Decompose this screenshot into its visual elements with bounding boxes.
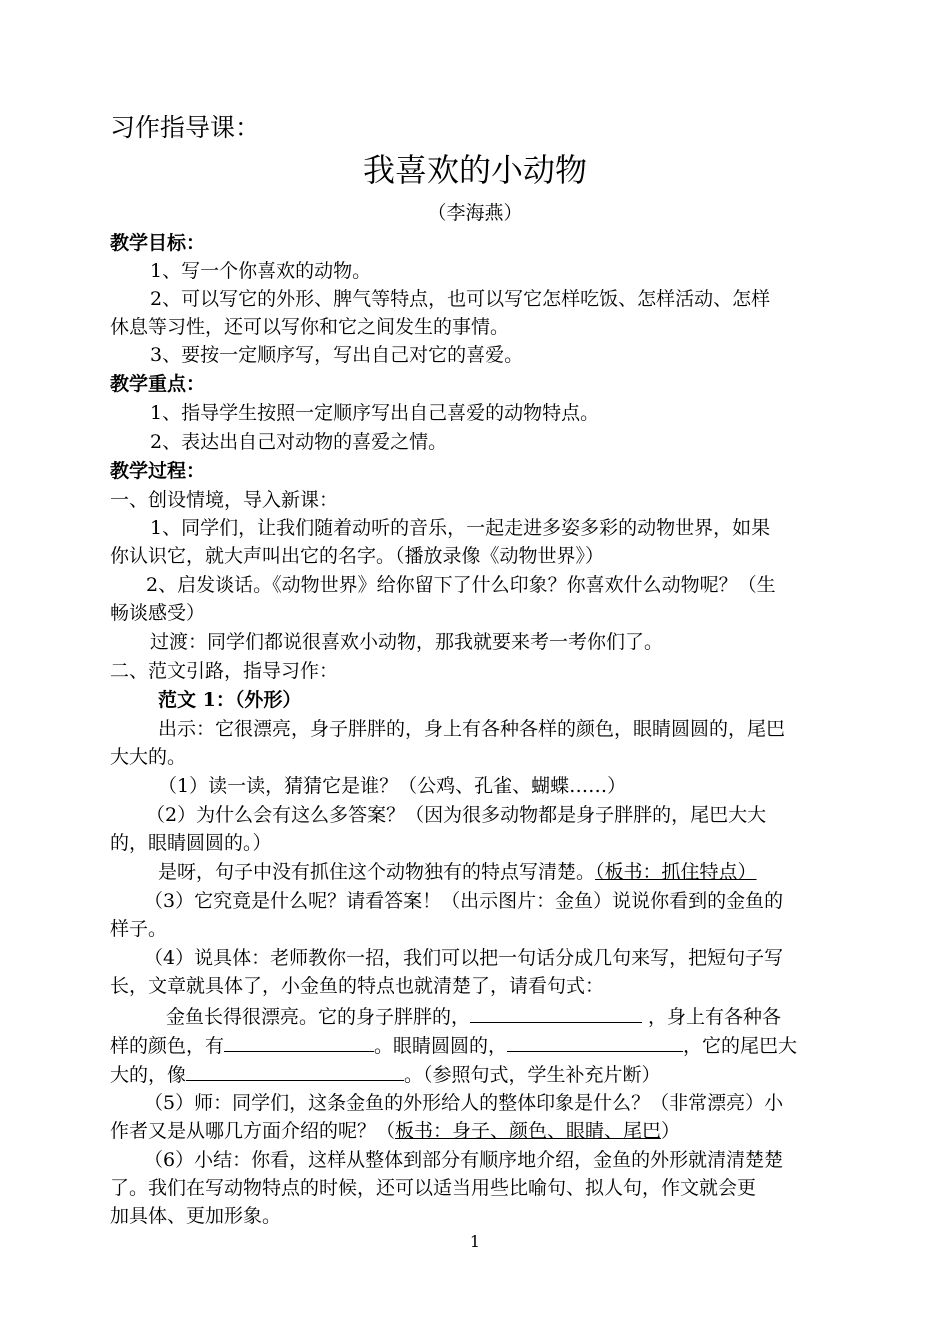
- blank-line: [470, 1002, 642, 1023]
- goal-item: 2、可以写它的外形、脾气等特点，也可以写它怎样吃饭、怎样活动、怎样: [150, 288, 771, 310]
- document-title: 我喜欢的小动物: [362, 151, 587, 189]
- paragraph-line: 1、同学们，让我们随着动听的音乐，一起走进多姿多彩的动物世界，如果: [150, 517, 771, 539]
- paragraph-line: 出示：它很漂亮，身子胖胖的，身上有各种各样的颜色，眼睛圆圆的，尾巴: [158, 718, 786, 740]
- key-points-heading: 教学重点：: [110, 373, 206, 395]
- paragraph-line: 畅谈感受）: [110, 602, 206, 624]
- question-line: 的，眼睛圆圆的。）: [110, 832, 272, 854]
- blank-line: [224, 1031, 374, 1052]
- paragraph-line: 2、启发谈话。《动物世界》给你留下了什么印象？你喜欢什么动物呢？（生: [146, 574, 776, 596]
- goal-item: 1、写一个你喜欢的动物。: [150, 260, 372, 282]
- blank-line: [186, 1060, 404, 1081]
- fill-in-sentence: 样的颜色，有 。眼睛圆圆的， ，它的尾巴大: [110, 1031, 850, 1060]
- note-line: [158, 858, 850, 886]
- question-line: 长，文章就具体了，小金鱼的特点也就清楚了，请看句式：: [110, 975, 605, 997]
- question-line: （1）读一读，猜猜它是谁？（公鸡、孔雀、蝴蝶……）: [158, 775, 627, 797]
- process-heading: 教学过程：: [110, 460, 206, 482]
- board-note: 板书：身子、颜色、眼睛、尾巴: [395, 1120, 662, 1142]
- goal-item-continued: 休息等习性，还可以写你和它之间发生的事情。: [110, 316, 510, 338]
- part-two-heading: 二、范文引路，指导习作：: [110, 660, 339, 682]
- goal-item: 3、要按一定顺序写，写出自己对它的喜爱。: [150, 344, 524, 366]
- question-line: （5）师：同学们，这条金鱼的外形给人的整体印象是什么？（非常漂亮）小: [144, 1092, 784, 1114]
- sample-heading: 范文 1：（外形）: [158, 689, 302, 711]
- question-line: 样子。: [110, 918, 168, 940]
- fill-in-sentence: 金鱼长得很漂亮。它的身子胖胖的， ，身上有各种各: [166, 1002, 906, 1031]
- fill-in-sentence: 大的，像 。（参照句式，学生补充片断）: [110, 1060, 850, 1089]
- author-name: （李海燕）: [427, 202, 523, 224]
- key-point-item: 2、表达出自己对动物的喜爱之情。: [150, 431, 448, 453]
- summary-line: （6）小结：你看，这样从整体到部分有顺序地介绍，金鱼的外形就清清楚楚: [144, 1149, 784, 1171]
- paragraph-line: 你认识它，就大声叫出它的名字。（播放录像《动物世界》）: [110, 545, 605, 567]
- summary-line: 加具体、更加形象。: [110, 1205, 282, 1227]
- blank-line: [507, 1031, 683, 1052]
- question-line: （2）为什么会有这么多答案？（因为很多动物都是身子胖胖的，尾巴大大: [146, 804, 767, 826]
- summary-line: 了。我们在写动物特点的时候，还可以适当用些比喻句、拟人句，作文就会更: [110, 1177, 757, 1199]
- question-line: （4）说具体：老师教你一招，我们可以把一句话分成几句来写，把短句子写: [144, 947, 784, 969]
- board-note: （板书：抓住特点）: [595, 861, 757, 883]
- goals-heading: 教学目标：: [110, 232, 206, 254]
- page-number: 1: [469, 1232, 481, 1251]
- transition-line: 过渡：同学们都说很喜欢小动物，那我就要来考一考你们了。: [150, 631, 664, 653]
- note-text: 是呀，句子中没有抓住这个动物独有的特点写清楚。: [158, 861, 596, 883]
- question-line: （3）它究竟是什么呢？请看答案！（出示图片：金鱼）说说你看到的金鱼的: [144, 890, 784, 912]
- lesson-type-header: 习作指导课：: [110, 113, 261, 142]
- key-point-item: 1、指导学生按照一定顺序写出自己喜爱的动物特点。: [150, 402, 600, 424]
- paragraph-line: 大大的。: [110, 746, 187, 768]
- part-one-heading: 一、创设情境，导入新课：: [110, 489, 339, 511]
- question-line: 作者又是从哪几方面介绍的呢？（板书：身子、颜色、眼睛、尾巴）: [110, 1120, 681, 1142]
